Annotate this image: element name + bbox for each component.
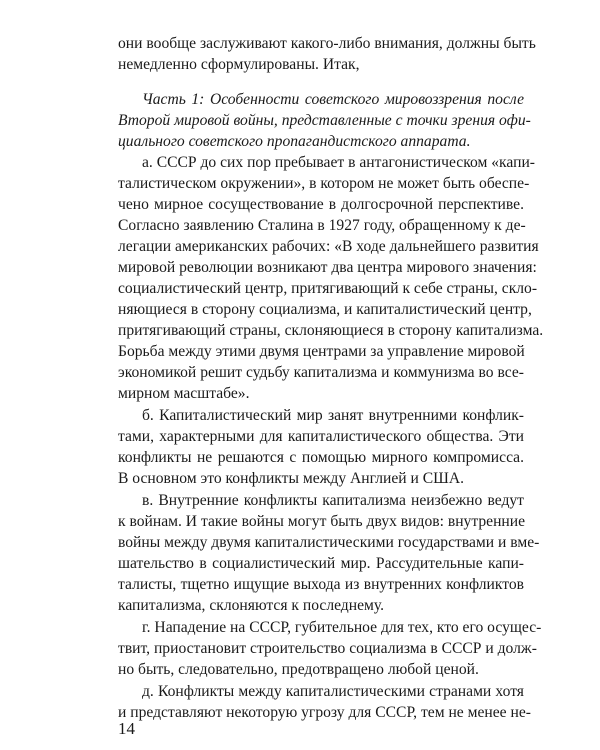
text-line: но быть, следовательно, предотвращено любой ценой. <box>118 661 479 678</box>
text-line: д. Конфликты между капиталистическими странами хотя <box>142 683 524 700</box>
text-line: Согласно заявлению Сталина в 1927 году, обращенному к де- <box>118 217 526 234</box>
text-line: б. Капиталистический мир занят внутренними конфлик- <box>142 407 524 424</box>
text-line: немедленно сформулированы. Итак, <box>118 56 360 73</box>
text-line: няющиеся в сторону социализма, и капиталистический центр, <box>118 301 532 318</box>
page-number: 14 <box>118 719 135 738</box>
text-line: к войнам. И такие войны могут быть двух видов: внутренние <box>118 513 526 530</box>
section-heading-line: циального советского пропагандистского аппарата. <box>118 133 471 150</box>
text-line: экономикой решит судьбу капитализма и коммунизма во все- <box>118 364 524 381</box>
text-line: войны между двумя капиталистическими государствами и вме- <box>118 534 540 551</box>
text-line: Борьба между этими двумя центрами за управление мировой <box>118 343 525 360</box>
text-line: капитализма, склоняются к последнему. <box>118 597 385 614</box>
text-line: легации американских рабочих: «В ходе дальнейшего развития <box>118 238 539 255</box>
text-line: В основном это конфликты между Англией и США. <box>118 470 465 487</box>
text-line: а. СССР до сих пор пребывает в антагонистическом «капи- <box>142 154 535 171</box>
text-line: социалистический центр, притягивающий к себе страны, скло- <box>118 280 538 297</box>
section-heading-line: Часть 1: Особенности советского мировоззрения после <box>142 91 524 108</box>
text-line: мировой революции возникают два центра мирового значения: <box>118 259 537 276</box>
text-line: талистическом окружении», в котором не может быть обеспе- <box>118 175 530 192</box>
text-line: чено мирное сосуществование в долгосрочной перспективе. <box>118 196 524 213</box>
text-line: г. Нападение на СССР, губительное для тех, кто его осущес- <box>142 619 542 636</box>
text-line: твит, приостановит строительство социализма в СССР и долж- <box>118 640 537 657</box>
text-line: притягивающий страны, склоняющиеся в сторону капитализма. <box>118 322 544 339</box>
text-line: шательство в социалистический мир. Рассудительные капи- <box>118 555 524 572</box>
text-line: конфликты не решаются с помощью мирного компромисса. <box>118 449 524 466</box>
text-line: в. Внутренние конфликты капитализма неизбежно ведут <box>142 492 524 509</box>
section-heading-line: Второй мировой войны, представленные с точки зрения офи- <box>118 112 531 129</box>
text-line: мирном масштабе». <box>118 385 250 402</box>
text-line: тами, характерными для капиталистического общества. Эти <box>118 428 524 445</box>
text-line: они вообще заслуживают какого-либо внимания, должны быть <box>118 35 536 52</box>
text-line: талисты, тщетно ищущие выхода из внутренних конфликтов <box>118 576 524 593</box>
text-line: и представляют некоторую угрозу для СССР, тем не менее не- <box>118 704 531 721</box>
